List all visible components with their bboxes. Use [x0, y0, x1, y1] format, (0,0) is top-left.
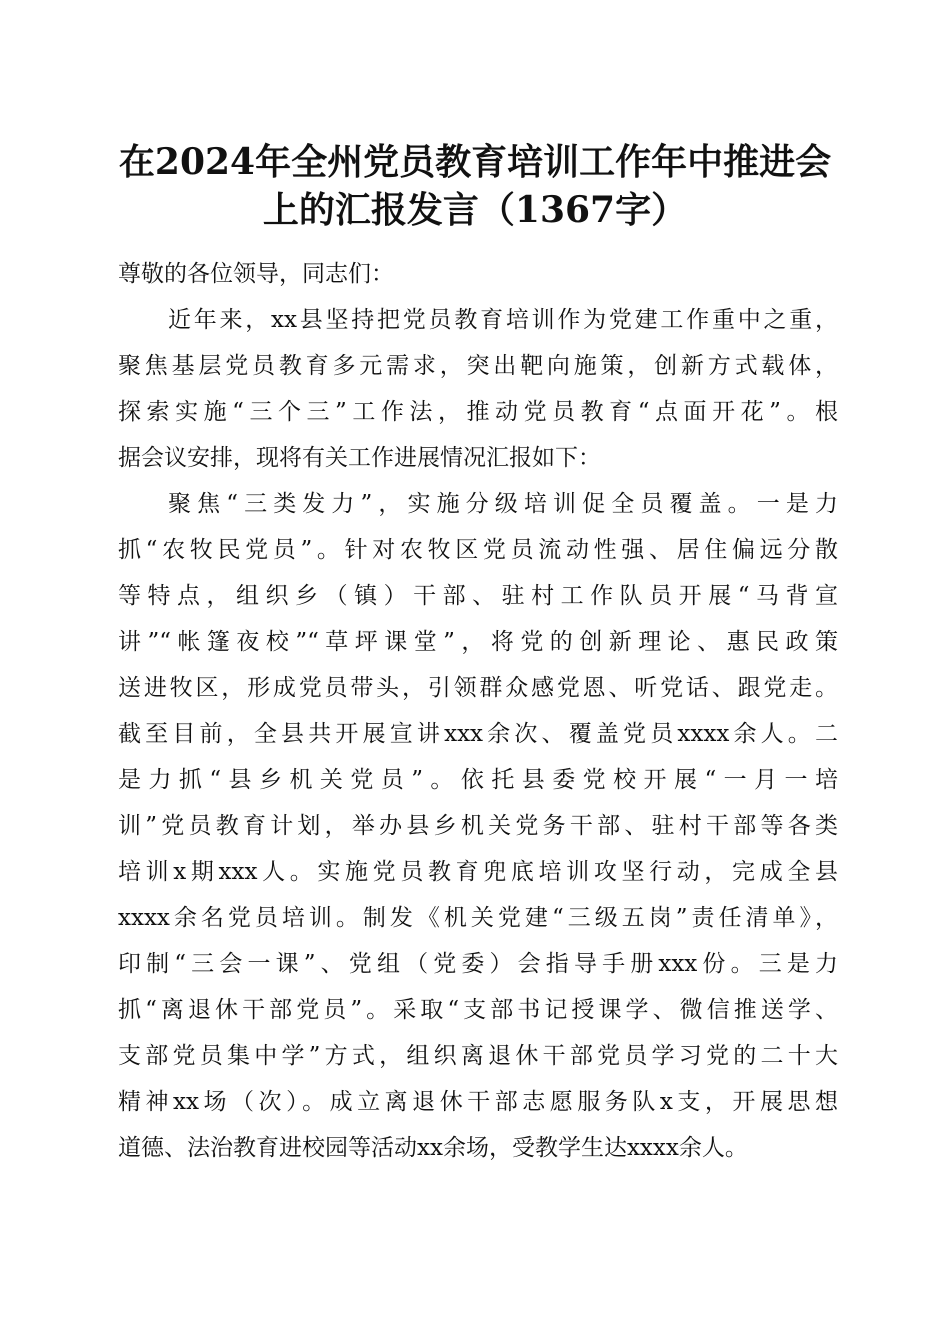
- paragraph-intro: [118, 297, 838, 481]
- title-line-2: 上的汇报发言（1367字）: [262, 189, 688, 231]
- paragraph-training: [118, 481, 838, 1171]
- paragraph-line: 训”党员教育计划，举办县乡机关党务干部、驻村干部等各类: [118, 813, 838, 839]
- paragraph-line: 道德、法治教育进校园等活动xx余场，受教学生达xxxx余人。: [118, 1135, 748, 1161]
- paragraph-line: 探索实施“三个三”工作法，推动党员教育“点面开花”。根: [118, 399, 838, 425]
- paragraph-line: 抓“离退休干部党员”。采取“支部书记授课学、微信推送学、: [118, 997, 838, 1023]
- document-title: [100, 138, 850, 234]
- paragraph-line: 近年来，xx县坚持把党员教育培训作为党建工作重中之重，: [168, 307, 838, 333]
- paragraph-line: 抓“农牧民党员”。针对农牧区党员流动性强、居住偏远分散: [118, 537, 838, 563]
- paragraph-line: 支部党员集中学”方式，组织离退休干部党员学习党的二十大: [118, 1043, 838, 1069]
- paragraph-line: 等特点，组织乡（镇）干部、驻村工作队员开展“马背宣: [118, 583, 838, 609]
- paragraph-line: xxxx余名党员培训。制发《机关党建“三级五岗”责任清单》，: [118, 905, 838, 931]
- paragraph-line: 截至目前，全县共开展宣讲xxx余次、覆盖党员xxxx余人。二: [118, 721, 838, 747]
- paragraph-line: 聚焦基层党员教育多元需求，突出靶向施策，创新方式载体，: [118, 353, 838, 379]
- paragraph-line: 培训x期xxx人。实施党员教育兜底培训攻坚行动，完成全县: [118, 859, 838, 885]
- paragraph-line: 讲”“帐篷夜校”“草坪课堂”，将党的创新理论、惠民政策: [118, 629, 838, 655]
- title-line-1: 在2024年全州党员教育培训工作年中推进会: [118, 141, 832, 183]
- document-body: [118, 251, 838, 1171]
- paragraph-line: 印制“三会一课”、党组（党委）会指导手册xxx份。三是力: [118, 951, 838, 977]
- paragraph-line: 据会议安排，现将有关工作进展情况汇报如下：: [118, 445, 601, 471]
- paragraph-line: 聚焦“三类发力”，实施分级培训促全员覆盖。一是力: [168, 491, 838, 517]
- paragraph-line: 精神xx场（次）。成立离退休干部志愿服务队x支，开展思想: [118, 1089, 838, 1115]
- paragraph-line: 是力抓“县乡机关党员”。依托县委党校开展“一月一培: [118, 767, 838, 793]
- greeting: 尊敬的各位领导，同志们：: [118, 261, 394, 287]
- paragraph-line: 送进牧区，形成党员带头，引领群众感党恩、听党话、跟党走。: [118, 675, 838, 701]
